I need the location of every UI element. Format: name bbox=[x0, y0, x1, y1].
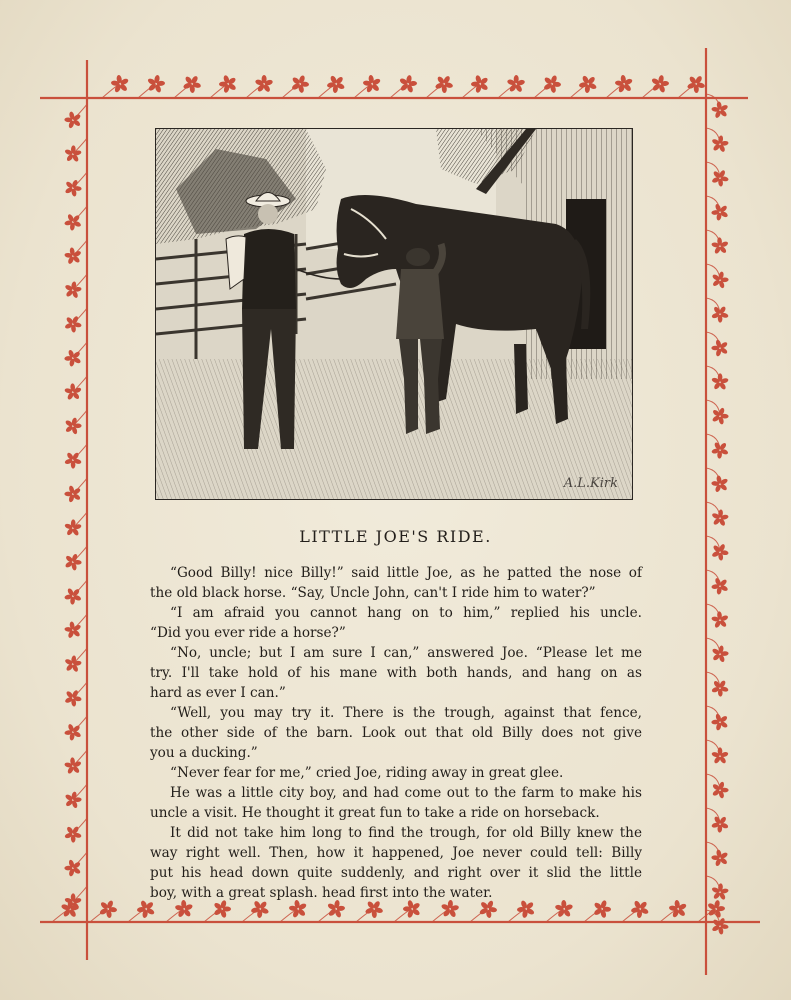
illustrator-signature: A.L.Kirk bbox=[563, 476, 618, 491]
flower-ornament bbox=[543, 75, 561, 94]
flower-ornament bbox=[147, 75, 165, 94]
flower-ornament bbox=[711, 816, 729, 833]
flower-ornament bbox=[64, 826, 82, 843]
engraving-man-boy-horse-barn-icon bbox=[156, 129, 632, 499]
story-line: “Good Billy! nice Billy!” said little Joe, as he patted the nose of bbox=[170, 565, 642, 581]
flower-ornament bbox=[711, 203, 728, 221]
flower-ornament bbox=[99, 900, 117, 919]
flower-ornament bbox=[711, 339, 728, 357]
story-title: LITTLE JOE'S RIDE. bbox=[299, 527, 492, 546]
flower-ornament bbox=[651, 75, 669, 94]
story-line: hard as ever I can.” bbox=[150, 685, 286, 701]
flower-ornament bbox=[712, 407, 729, 425]
engraving-illustration bbox=[155, 128, 633, 500]
story-line: the other side of the barn. Look out that old Billy does not give bbox=[150, 725, 642, 741]
story-line: “I am afraid you cannot hang on to him,” replied his uncle. bbox=[170, 605, 642, 621]
story-line: try. I'll take hold of his mane with both hands, and hang on as bbox=[150, 665, 642, 681]
flower-ornament bbox=[711, 713, 728, 731]
story-line: uncle a visit. He thought it great fun to take a ride on horseback. bbox=[150, 805, 600, 821]
flower-ornament bbox=[291, 75, 309, 94]
flower-ornament bbox=[712, 781, 729, 799]
story-line: “Well, you may try it. There is the trough, against that fence, bbox=[170, 705, 642, 721]
story-line: put his head down quite suddenly, and right over it slid the little bbox=[150, 865, 642, 881]
flower-ornament bbox=[711, 441, 729, 458]
story-line: boy, with a great splash. head first into the water. bbox=[150, 885, 493, 901]
flower-ornament bbox=[711, 917, 728, 935]
flower-ornament bbox=[711, 306, 729, 323]
flower-ornament bbox=[711, 577, 728, 595]
flower-ornament bbox=[399, 75, 417, 94]
flower-ornament bbox=[64, 315, 82, 332]
flower-ornament bbox=[64, 452, 82, 469]
story-line: way right well. Then, how it happened, Joe never could tell: Billy bbox=[150, 845, 642, 861]
story-line: He was a little city boy, and had come out to the farm to make his bbox=[170, 785, 642, 801]
story-body bbox=[150, 563, 642, 903]
story-line: It did not take him long to find the trough, for old Billy knew the bbox=[170, 825, 642, 841]
flower-ornament bbox=[712, 271, 729, 289]
flower-ornament bbox=[255, 75, 274, 93]
flower-ornament bbox=[711, 169, 729, 186]
flower-ornament bbox=[687, 75, 706, 93]
story-line: “Did you ever ride a horse?” bbox=[150, 625, 346, 641]
flower-ornament bbox=[435, 75, 454, 93]
story-line: “No, uncle; but I am sure I can,” answered Joe. “Please let me bbox=[170, 645, 642, 661]
story-line: “Never fear for me,” cried Joe, riding away in great glee. bbox=[170, 765, 564, 781]
story-line: you a ducking.” bbox=[150, 745, 258, 761]
story-line: the old black horse. “Say, Uncle John, can't I ride him to water?” bbox=[150, 585, 596, 601]
flower-ornament bbox=[711, 680, 729, 697]
flower-ornament bbox=[507, 75, 526, 93]
